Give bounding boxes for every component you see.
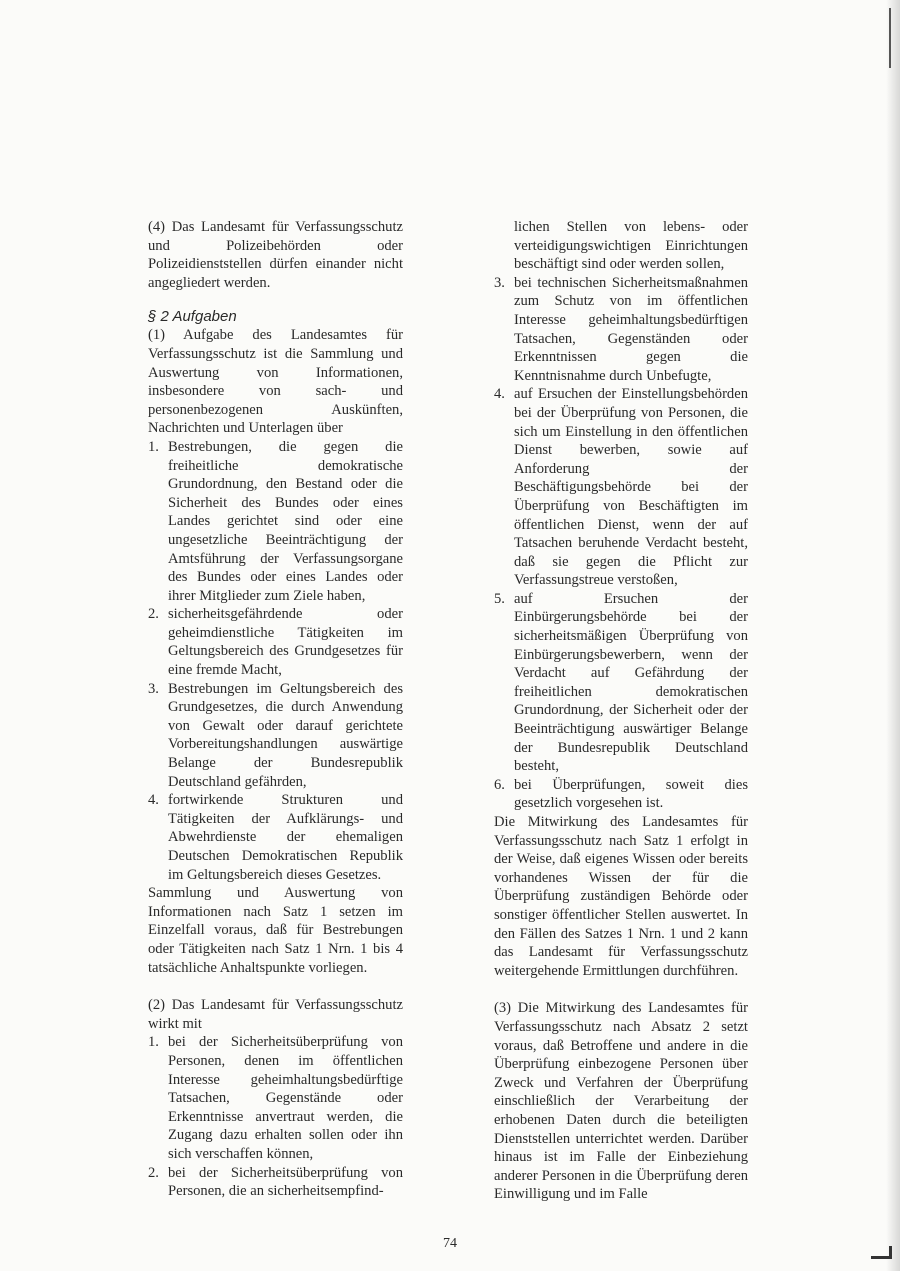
list-item [148,605,403,679]
section-2-list [148,1033,403,1200]
section-2-closing: Die Mitwirkung des Landesamtes für Verfassungsschutz nach Satz 1 erfolgt in der Weise, daß eigenes Wissen oder bereits vorhandenes Wissen der für die Überprüfung zuständigen Behörde oder sonstiger öffentlicher Stellen auswertet. In den Fällen des Satzes 1 Nrn. 1 und 2 kann das Landesamt für Verfassungsschutz weitergehende Ermittlungen durchführen. [494,814,748,979]
item-number: 3. [494,274,505,291]
list-item [148,1164,403,1201]
item-number: 1. [148,1034,159,1051]
item-number: 6. [494,776,505,793]
item-text: Bestrebungen, die gegen die freiheitliche demokratische Grundordnung, den Bestand oder die Sicherheit des Bundes oder eines Landes gerichtet sind oder eine ungesetzliche Beeinträchtigung der Amtsführung der Verfassungsorgane des Bundes oder eines Landes oder ihrer Mitglieder zum Ziele haben, [168,438,403,604]
list-item [148,1033,403,1163]
item-number: 5. [494,590,505,607]
section-3: (3) Die Mitwirkung des Landesamtes für Verfassungsschutz nach Absatz 2 setzt voraus, daß Betroffene und andere in die Überprüfung einbezogene Personen über Zweck und Verfahren der Überprüfung einschließlich der Verarbeitung der erhobenen Daten durch die beteiligten Dienststellen unterrichtet werden. Darüber hinaus ist im Falle der Einbeziehung anderer Personen in die Überprüfung deren Einwilligung und im Falle [494,1000,748,1203]
item-text: bei technischen Sicherheitsmaßnahmen zum Schutz von im öffentlichen Interesse geheimhaltungsbedürftigen Tatsachen, Gegenständen oder Erkenntnissen gegen die Kenntnisnahme durch Unbefugte, [514,274,748,384]
item-number: 2. [148,1164,159,1181]
section-2-intro: (2) Das Landesamt für Verfassungsschutz wirkt mit [148,997,403,1032]
section-2-list-continued [494,274,748,813]
page-edge-shadow [886,0,900,1271]
section-1-intro: (1) Aufgabe des Landesamtes für Verfassungsschutz ist die Sammlung und Auswertung von Informationen, insbesondere von sach- und personenbezogenen Auskünften, Nachrichten und Unterlagen über [148,327,403,437]
right-column [494,218,748,1204]
item-number: 1. [148,438,159,455]
continuation-text: lichen Stellen von lebens- oder verteidigungswichtigen Einrichtungen beschäftigt sind oder werden sollen, [514,219,748,273]
item-number: 4. [148,792,159,809]
item-number: 2. [148,606,159,623]
section-heading: § 2 Aufgaben [148,308,237,326]
item-number: 3. [148,680,159,697]
item-text: auf Ersuchen der Einbürgerungsbehörde bei der sicherheitsmäßigen Überprüfung von Einbürgerungsbewerbern, wenn der Verdacht auf Gefährdung der freiheitlichen demokratischen Grundordnung, der Sicherheit oder der Beeinträchtigung auswärtiger Belange der Bundesrepublik Deutschland besteht, [514,590,748,775]
item-number: 4. [494,386,505,403]
paragraph-4: (4) Das Landesamt für Verfassungsschutz und Polizeibehörden oder Polizeidienststellen dürfen einander nicht angegliedert werden. [148,219,403,291]
item-text: bei der Sicherheitsüberprüfung von Personen, die an sicherheitsempfind- [168,1164,403,1200]
list-item [494,274,748,386]
item-text: sicherheitsgefährdende oder geheimdienstliche Tätigkeiten im Geltungsbereich des Grundgesetzes für eine fremde Macht, [168,606,403,679]
list-item [494,776,748,813]
list-item [494,385,748,590]
item-text: auf Ersuchen der Einstellungsbehörden bei der Überprüfung von Personen, die sich um Einstellung in den öffentlichen Dienst bewerben, sowie auf Anforderung der Beschäftigungsbehörde bei der Überprüfung von Beschäftigten im öffentlichen Dienst, wenn der auf Tatsachen beruhende Verdacht besteht, daß sie gegen die Pflicht zur Verfassungstreue verstoßen, [514,386,748,589]
item-text: bei der Sicherheitsüberprüfung von Personen, denen im öffentlichen Interesse geheimhaltungsbedürftige Tatsachen, Gegenstände oder Erkenntnisse anvertraut werden, die Zugang dazu erhalten sollen oder ihn sich verschaffen können, [168,1034,403,1162]
item-text: fortwirkende Strukturen und Tätigkeiten der Aufklärungs- und Abwehrdienste der ehemaligen Deutschen Demokratischen Republik im Geltungsbereich dieses Gesetzes. [168,792,403,883]
list-item [494,590,748,776]
list-item [148,680,403,792]
section-1-list [148,438,403,884]
section-1-closing: Sammlung und Auswertung von Informationen nach Satz 1 setzen im Einzelfall voraus, daß für Bestrebungen oder Tätigkeiten nach Satz 1 Nrn. 1 bis 4 tatsächliche Anhaltspunkte vorliegen. [148,885,403,976]
item-text: Bestrebungen im Geltungsbereich des Grundgesetzes, die durch Anwendung von Gewalt oder darauf gerichtete Vorbereitungshandlungen auswärtige Belange der Bundesrepublik Deutschland gefährden, [168,680,403,790]
list-item [148,791,403,884]
list-item [148,438,403,605]
binding-edge-mark [889,8,891,68]
item-text: bei Überprüfungen, soweit dies gesetzlich vorgesehen ist. [514,776,748,812]
left-column [148,218,403,1201]
page-number: 74 [443,1236,457,1251]
